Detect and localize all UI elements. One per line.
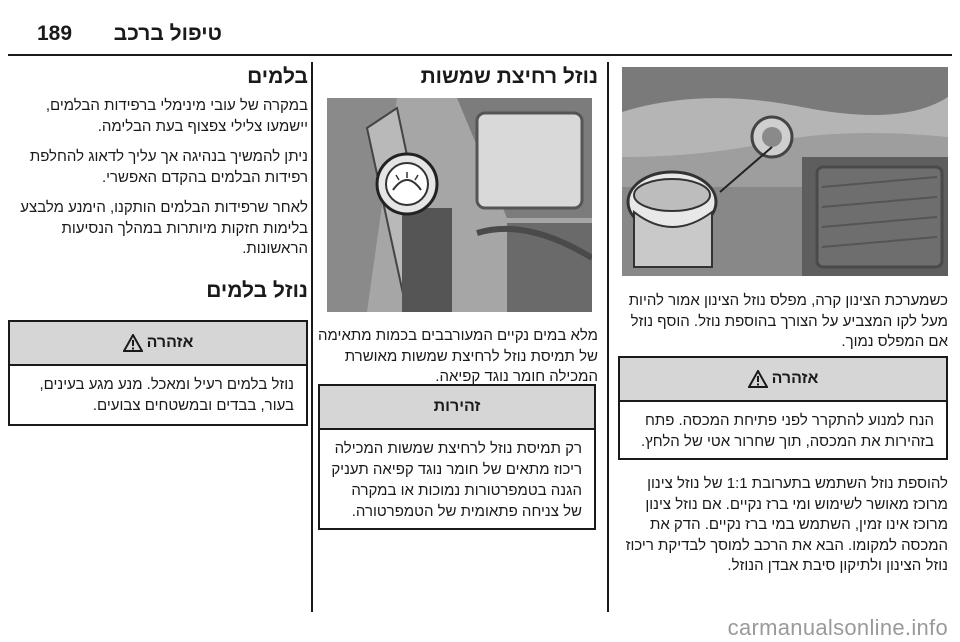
- column-divider-left: [311, 62, 313, 612]
- warning-body: הנח למנוע להתקרר לפני פתיחת המכסה. פתח בזהירות את המכסה, תוך שחרור אטי של הלחץ.: [641, 412, 934, 450]
- warning-triangle-icon: [748, 370, 768, 388]
- warning-header: [10, 322, 306, 366]
- brakes-heading: בלמים: [247, 65, 308, 88]
- washer-fluid-text-block: [318, 326, 598, 388]
- washer-reservoir-illustration: [327, 98, 592, 312]
- warning-triangle-icon: [123, 334, 143, 352]
- page-number: 189: [37, 22, 73, 45]
- washer-reservoir-figure: [327, 98, 592, 312]
- washer-fluid-paragraph: מלא במים נקיים המעורבבים בכמות מתאימה של תמיסת נוזל לרחיצת שמשות מאושרת המכילה חומר נוגד קפיאה.: [318, 327, 598, 385]
- brake-fluid-warning-box: [8, 320, 308, 426]
- brakes-wear-paragraph: במקרה של עובי מינימלי ברפידות הבלמים, יישמעו צלילי צפצוף בעת הבלימה.: [45, 97, 308, 135]
- brakes-new-pads-paragraph: לאחר שרפידות הבלמים הותקנו, הימנע מלבצע בלימות חזקות מיותרות במהלך הנסיעות הראשונות.: [20, 199, 308, 257]
- page-header: [0, 0, 960, 56]
- coolant-section: [618, 291, 948, 353]
- coolant-reservoir-illustration: [622, 67, 948, 276]
- caution-body: רק תמיסת נוזל לרחיצת שמשות המכילה ריכוז מתאים של חומר נוגד קפיאה תעניק הגנה בטמפרטורות נמוכות או במקרה של צניחה פתאומית של הטמפרטורה.: [331, 440, 582, 520]
- brake-fluid-heading: נוזל בלמים: [206, 278, 308, 302]
- washer-caution-box: [318, 384, 596, 530]
- page-footer: [0, 615, 960, 642]
- caution-title: זהירות: [433, 398, 481, 415]
- coolant-refill-section: [618, 474, 948, 577]
- warning-title: אזהרה: [146, 334, 194, 351]
- warning-body: נוזל בלמים רעיל ומאכל. מנע מגע בעינים, בעור, בבדים ובמשטחים צבועים.: [39, 376, 294, 414]
- watermark: carmanualsonline.info: [727, 615, 948, 640]
- coolant-warning-box: [618, 356, 948, 460]
- coolant-reservoir-figure: [622, 67, 948, 276]
- running-title: טיפול ברכב: [113, 22, 222, 45]
- coolant-level-paragraph: כשמערכת הצינון קרה, מפלס נוזל הצינון אמור להיות מעל לקו המצביע על הצורך בהוספת נוזל. הוסף נוזל אם המפלס נמוך.: [628, 292, 948, 350]
- washer-fluid-section: [318, 62, 598, 92]
- brakes-continue-paragraph: ניתן להמשיך בנהיגה אך עליך לדאוג להחלפת רפידות הבלמים בהקדם האפשרי.: [29, 148, 308, 186]
- caution-header: [320, 386, 594, 430]
- coolant-refill-paragraph: להוספת נוזל השתמש בתערובת 1:1 של נוזל צינון מרוכז מאושר לשימוש ומי ברז נקיים. אם נוזל צינון מרוכז אינו זמין, השתמש במי ברז נקיים. הדק את המכסה למקומו. הבא את הרכב למוסך לבדיקת ריכוז נוזל הצינון ולתיקון סיבת אבדן הנוזל.: [625, 475, 948, 574]
- column-divider-right: [607, 62, 609, 612]
- washer-fluid-heading: נוזל רחיצת שמשות: [420, 65, 598, 88]
- warning-header: [620, 358, 946, 402]
- brakes-section: [8, 62, 308, 306]
- header-divider: [8, 54, 952, 56]
- warning-title: אזהרה: [771, 370, 819, 387]
